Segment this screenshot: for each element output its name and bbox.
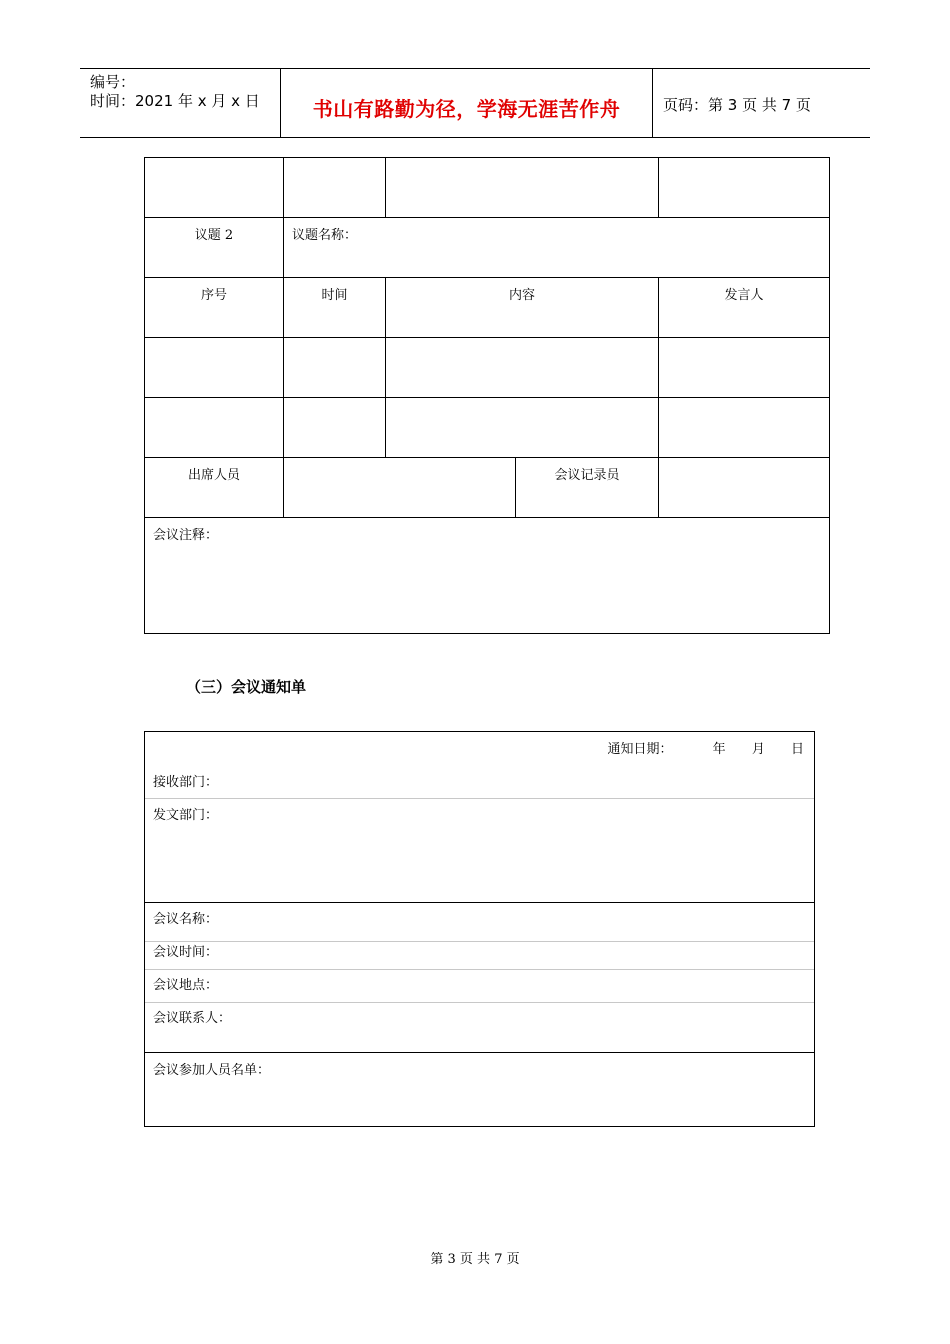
table-header-row [145,278,830,338]
header-center-cell [281,69,653,137]
table-cell[interactable] [284,398,386,458]
page-footer: 第 3 页 共 7 页 [430,1252,520,1267]
table-cell[interactable] [659,338,830,398]
notice-date-day: 日 [790,742,804,757]
header-right-cell [653,69,870,137]
table-row [145,518,830,634]
document-number-label: 编号： [90,73,136,91]
page-number-label: 页码：第 3 页 共 7 页 [663,96,811,114]
notes-field[interactable]: 会议注释： [145,518,830,634]
section-title: （三）会议通知单 [186,678,307,696]
table-row [145,398,830,458]
document-time-label: 时间：2021 年 x 月 x 日 [90,92,260,110]
issuing-dept-field[interactable]: 发文部门： [153,808,219,823]
divider [145,1002,814,1003]
page-header [80,68,870,138]
notice-date-label: 通知日期： [607,742,673,757]
agenda-table [144,157,830,634]
header-motto: 书山有路勤为径，学海无涯苦作舟 [312,97,621,121]
table-cell[interactable] [145,338,284,398]
meeting-name-field[interactable]: 会议名称： [153,912,219,927]
notice-date-month: 月 [751,742,765,757]
table-cell[interactable] [659,398,830,458]
attendees-field[interactable] [284,458,516,518]
table-cell[interactable] [145,398,284,458]
table-row [145,338,830,398]
divider [145,941,814,942]
divider [145,969,814,970]
meeting-contact-field[interactable]: 会议联系人： [153,1011,232,1026]
recorder-label: 会议记录员 [516,458,659,518]
topic-label: 议题 2 [145,218,284,278]
meeting-place-field[interactable]: 会议地点： [153,978,219,993]
participants-field[interactable]: 会议参加人员名单： [153,1063,271,1078]
table-row [145,218,830,278]
recorder-field[interactable] [659,458,830,518]
table-cell[interactable] [284,158,386,218]
col-header-speaker: 发言人 [659,278,830,338]
divider [145,798,814,799]
attendees-label: 出席人员 [145,458,284,518]
col-header-time: 时间 [284,278,386,338]
table-cell[interactable] [145,158,284,218]
table-cell[interactable] [386,398,659,458]
table-row [145,158,830,218]
meeting-notice-form [144,731,815,1127]
table-cell[interactable] [284,338,386,398]
header-left-cell [80,69,281,137]
meeting-time-field[interactable]: 会议时间： [153,945,219,960]
col-header-seq: 序号 [145,278,284,338]
receiving-dept-field[interactable]: 接收部门： [153,775,219,790]
notice-date[interactable] [608,738,804,757]
notice-date-year: 年 [712,742,726,757]
table-cell[interactable] [386,158,659,218]
topic-name-field[interactable]: 议题名称： [284,218,830,278]
table-cell[interactable] [386,338,659,398]
divider [145,1052,814,1053]
table-cell[interactable] [659,158,830,218]
divider [145,902,814,903]
table-row [145,458,830,518]
col-header-content: 内容 [386,278,659,338]
